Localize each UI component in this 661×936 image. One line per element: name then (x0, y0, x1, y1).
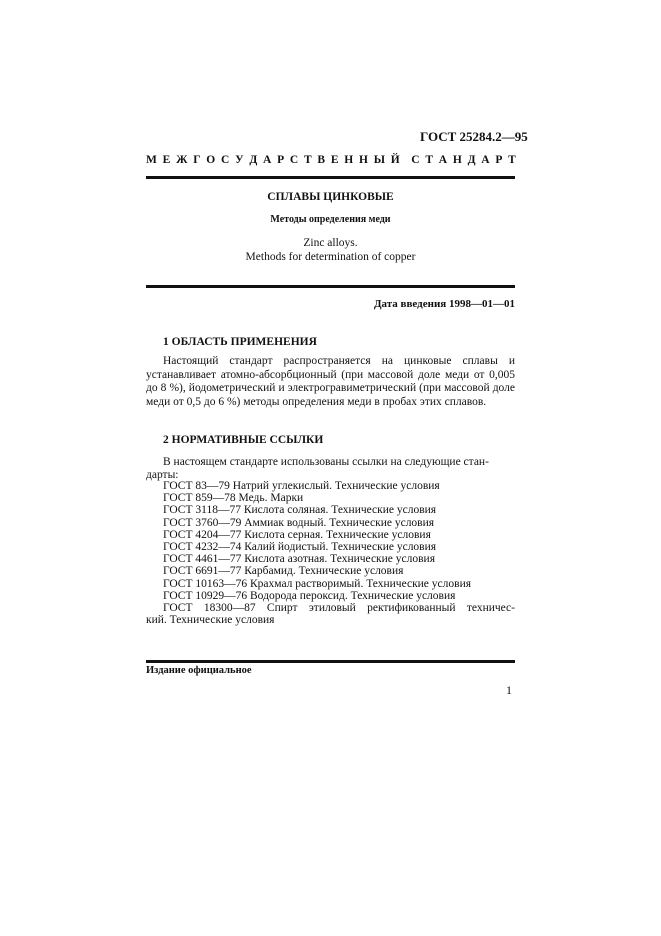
title-en-line2: Methods for determination of copper (245, 251, 416, 263)
banner-letter: Д (467, 154, 476, 166)
edition-label: Издание официальное (146, 665, 252, 676)
section2-intro-line2: дарты: (146, 469, 179, 481)
banner-letter: Р (495, 154, 503, 166)
header-rule (146, 176, 515, 179)
subtitle-ru: Методы определения меди (270, 214, 391, 225)
reference-item: ГОСТ 3760—79 Аммиак водный. Технические условия (163, 516, 435, 529)
reference-item: ГОСТ 83—79 Натрий углекислый. Технические условия (163, 480, 440, 492)
references-list (146, 480, 515, 626)
section1-heading: 1 ОБЛАСТЬ ПРИМЕНЕНИЯ (163, 336, 317, 348)
banner-letter: Т (425, 154, 433, 166)
banner-letter: С (411, 154, 420, 166)
banner-letter: С (289, 154, 299, 166)
reference-item: ГОСТ 6691—77 Карбамид. Технические условия (163, 565, 404, 578)
banner-letter: А (438, 154, 448, 166)
banner-letter: Й (390, 154, 400, 166)
banner-letter: С (221, 154, 230, 166)
reference-item: ГОСТ 10929—76 Водорода пероксид. Технические условия (163, 589, 456, 602)
reference-item: ГОСТ 4461—77 Кислота азотная. Технические условия (163, 553, 435, 566)
title-rule (146, 285, 515, 288)
section2-intro-line1: В настоящем стандарте использованы ссылки на следующие стан- (163, 456, 489, 468)
title-en-line1: Zinc alloys. (303, 237, 358, 249)
banner-letter: Е (330, 154, 339, 166)
page-number: 1 (506, 683, 512, 697)
banner-letter: А (481, 154, 490, 166)
banner-letter: Н (358, 154, 368, 166)
banner-letter: У (235, 154, 244, 166)
banner-letter: А (263, 154, 272, 166)
gost-number: ГОСТ 25284.2—95 (420, 129, 528, 144)
reference-item: ГОСТ 859—78 Медь. Марки (163, 492, 304, 505)
banner-letter: Н (452, 154, 462, 166)
reference-item: ГОСТ 4232—74 Калий йодистый. Технические условия (163, 541, 437, 554)
interstate-standard-banner (146, 154, 516, 166)
reference-item: ГОСТ 18300—87 Спирт этиловый ректификованный техничес- (163, 602, 515, 615)
banner-letter: Д (249, 154, 258, 166)
banner-letter: Е (162, 154, 171, 166)
banner-letter: Ж (176, 154, 188, 166)
banner-letter: Т (508, 154, 516, 166)
banner-letter: О (206, 154, 216, 166)
banner-letter: М (146, 154, 157, 166)
section2-heading: 2 НОРМАТИВНЫЕ ССЫЛКИ (163, 434, 324, 446)
banner-letter: Ы (373, 154, 385, 166)
reference-continuation: кий. Технические условия (146, 614, 275, 627)
title-en (146, 236, 515, 264)
section1-text: Настоящий стандарт распространяется на цинковые сплавы и устанавливает атомно-абсорбционный (при массовой доле меди от 0,005 до 8 %), йодометрический и электрогравиметрический (при массовой доле меди от 0,5 до 6 %) методы определения меди в пробах этих сплавов. (146, 355, 515, 408)
reference-item: ГОСТ 10163—76 Крахмал растворимый. Технические условия (163, 577, 472, 590)
banner-letter: Т (303, 154, 312, 166)
reference-item: ГОСТ 4204—77 Кислота серная. Технические условия (163, 528, 431, 541)
banner-letter: Н (344, 154, 354, 166)
title-ru: СПЛАВЫ ЦИНКОВЫЕ (267, 191, 394, 203)
reference-item: ГОСТ 3118—77 Кислота соляная. Технические условия (163, 504, 437, 517)
banner-letter: Г (193, 154, 201, 166)
banner-letter: Р (277, 154, 285, 166)
banner-letter: В (317, 154, 326, 166)
footer-rule (146, 660, 515, 663)
date-of-introduction: Дата введения 1998—01—01 (373, 298, 515, 310)
section2-intro (146, 456, 515, 470)
